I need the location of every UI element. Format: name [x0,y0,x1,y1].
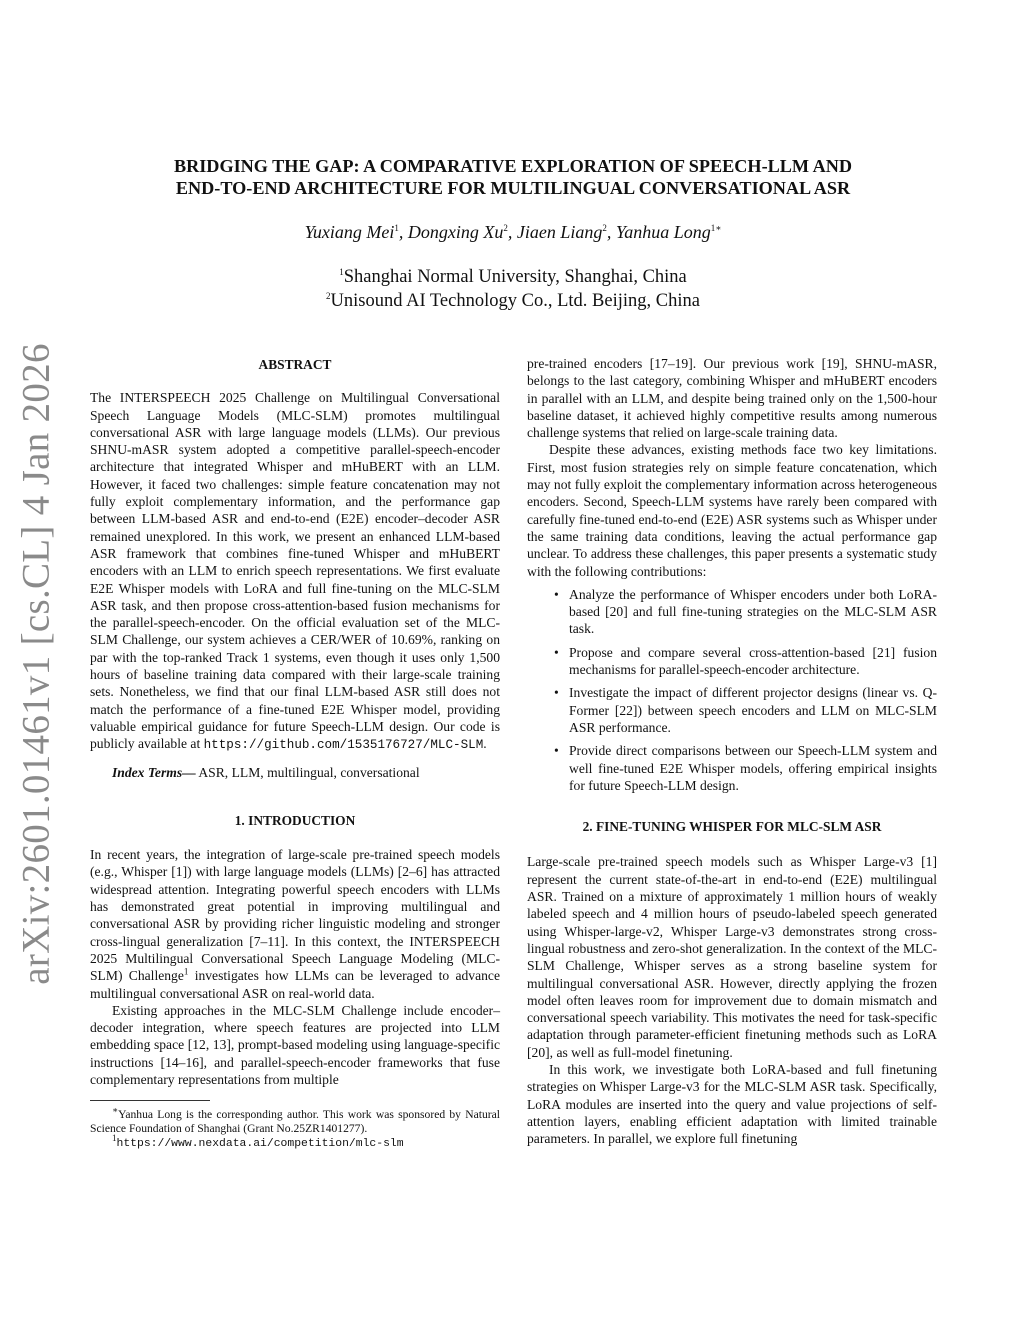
author: Yanhua Long$^{1∗}$ [615,222,722,242]
index-terms: Index Terms— ASR, LLM, multilingual, conversational [112,764,420,780]
right-paragraph-1: pre-trained encoders [17–19]. Our previous work [19], SHNU-mASR, belongs to the last category, combining Whisper and mHuBERT encoders in parallel with an LLM, and despite being trained only on the 1,500-hour baseline dataset, it achieved highly competitive results among numerous challenge systems that relied on large-scale training data. [527,356,937,441]
paper-title [90,155,936,199]
contributions-list [527,586,937,794]
intro-paragraph-1: In recent years, the integration of large-scale pre-trained speech models (e.g., Whisper [1]) with large language models (LLMs) [2–6] has attracted widespread attention. Integrating powerful speech encoders with LLMs has demonstrated great potential in improving multilingual and conversational ASR by providing richer linguistic modeling and stronger cross-lingual generalization [7–11]. In this context, the INTERSPEECH 2025 Multilingual Conversational Speech Language Modeling (MLC-SLM) Challenge$^1$ investigates how LLMs can be leveraged to advance multilingual conversational ASR on real-world data. [90,847,500,1001]
intro-paragraph-2: Existing approaches in the MLC-SLM Challenge include encoder–decoder integration, where speech features are projected into LLM embedding space [12, 13], prompt-based modeling using language-specific instructions [14–16], and parallel-speech-encoder frameworks that fuse complementary representations from multiple [90,1002,500,1087]
title-line-2: END-TO-END ARCHITECTURE FOR MULTILINGUAL CONVERSATIONAL ASR [175,178,851,198]
right-column [527,355,937,1147]
author: Jiaen Liang$^2$, [516,222,616,242]
right-paragraph-4: In this work, we investigate both LoRA-based and full finetuning strategies on Whisper Large-v3 for the MLC-SLM ASR task. Specifically, LoRA modules are inserted into the query and value projections of self-attention layers, enabling efficient adaptation with limited trainable parameters. In parallel, we explore full finetuning [527,1061,937,1147]
list-item: • Provide direct comparisons between our Speech-LLM system and well fine-tuned E2E Whisper models, offering empirical insights for future Speech-LLM design. [527,742,937,794]
footnote-corresponding: ∗Yanhua Long is the corresponding author. This work was sponsored by Natural Science Foundation of Shanghai (Grant No.25ZR1401277). [90,1105,500,1136]
left-column [90,355,500,1151]
right-paragraph-2: Despite these advances, existing methods face two key limitations. First, most fusion strategies rely on simple feature concatenation, which may not fully exploit the complementary information across heterogeneous encoders. Second, Speech-LLM systems have rarely been compared with carefully fine-tuned end-to-end (E2E) ASR systems such as Whisper under the same training data conditions, leaving the actual performance gap unclear. To address these challenges, this paper presents a systematic study with the following contributions: [527,442,937,579]
footnote-ref[interactable]: 1 [183,966,189,977]
right-paragraph-3: Large-scale pre-trained speech models such as Whisper Large-v3 [1] represent the current state-of-the-art in end-to-end (E2E) multilingual ASR. Trained on a mixture of approximately 1 million hours of weakly labeled speech and 4 million hours of pseudo-labeled speech generated using Whisper-large-v2, Whisper Large-v3 demonstrates strong cross-lingual robustness and zero-shot generalization. In the context of the MLC-SLM Challenge, Whisper serves as a strong baseline system for multilingual conversational ASR. However, directly applying the frozen model often leaves room for improvement due to domain mismatch and conversational speech variability. This motivates the need for task-specific adaptation through parameter-efficient finetuning methods such as LoRA [20], as well as full-model finetuning. [527,854,937,1060]
footnote-rule [90,1100,210,1101]
author: Dongxing Xu$^2$, [407,222,517,242]
list-item: • Investigate the impact of different projector designs (linear vs. Q-Former [22]) between speech encoders and LLM on MLC-SLM ASR performance. [527,684,937,736]
footnote-url: $^1$https://www.nexdata.ai/competition/mlc-slm [112,1133,404,1151]
code-link[interactable]: https://github.com/1535176727/MLC-SLM [203,738,484,753]
affiliation: $^2$Unisound AI Technology Co., Ltd. Beijing, China [326,290,700,311]
section-heading-finetuning: 2. FINE-TUNING WHISPER FOR MLC-SLM ASR [582,819,882,835]
author: Yuxiang Mei$^1$, [304,222,408,242]
arxiv-identifier[interactable]: arXiv:2601.01461v1 [cs.CL] 4 Jan 2026 [14,343,58,985]
affiliations [90,265,936,313]
abstract-text: The INTERSPEECH 2025 Challenge on Multilingual Conversational Speech Language Models (MLC-SLM) promotes multilingual conversational ASR with large language models (LLMs). Our previous SHNU-mASR system adopted a competitive parallel-speech-encoder architecture that integrated Whisper and mHuBERT with an LLM. However, it faced two challenges: simple feature concatenation may not fully exploit complementary information, and the performance gap between LLM-based ASR and end-to-end (E2E) encoder–decoder ASR remained unexplored. In this work, we present an enhanced LLM-based ASR framework that combines fine-tuned Whisper and mHuBERT encoders with an LLM to enrich speech representations. We first evaluate E2E Whisper models with LoRA and full fine-tuning on the MLC-SLM ASR task, and then propose cross-attention-based fusion mechanisms for the parallel-speech-encoder. On the official evaluation set of the MLC-SLM Challenge, our system achieves a CER/WER of 10.69%, ranking on par with the top-ranked Track 1 systems, even though it uses only 1,500 hours of baseline training data compared with their large-scale training sets. Nonetheless, we find that our final LLM-based ASR still does not match the performance of a fine-tuned E2E Whisper model, providing valuable empirical guidance for future Speech-LLM design. Our code is publicly available at https://github.com/1535176727/MLC-SLM. [90,390,500,753]
affiliation: $^1$Shanghai Normal University, Shanghai, China [339,266,687,287]
section-heading-introduction: 1. INTRODUCTION [234,812,356,828]
author-list [90,222,936,243]
list-item: • Analyze the performance of Whisper encoders under both LoRA-based [20] and full fine-tuning strategies on the MLC-SLM ASR task. [527,586,937,638]
title-line-1: BRIDGING THE GAP: A COMPARATIVE EXPLORATION OF SPEECH-LLM AND [173,156,853,176]
abstract-heading: ABSTRACT [258,357,332,372]
list-item: • Propose and compare several cross-attention-based [21] fusion mechanisms for parallel-speech-encoder architecture. [527,644,937,679]
